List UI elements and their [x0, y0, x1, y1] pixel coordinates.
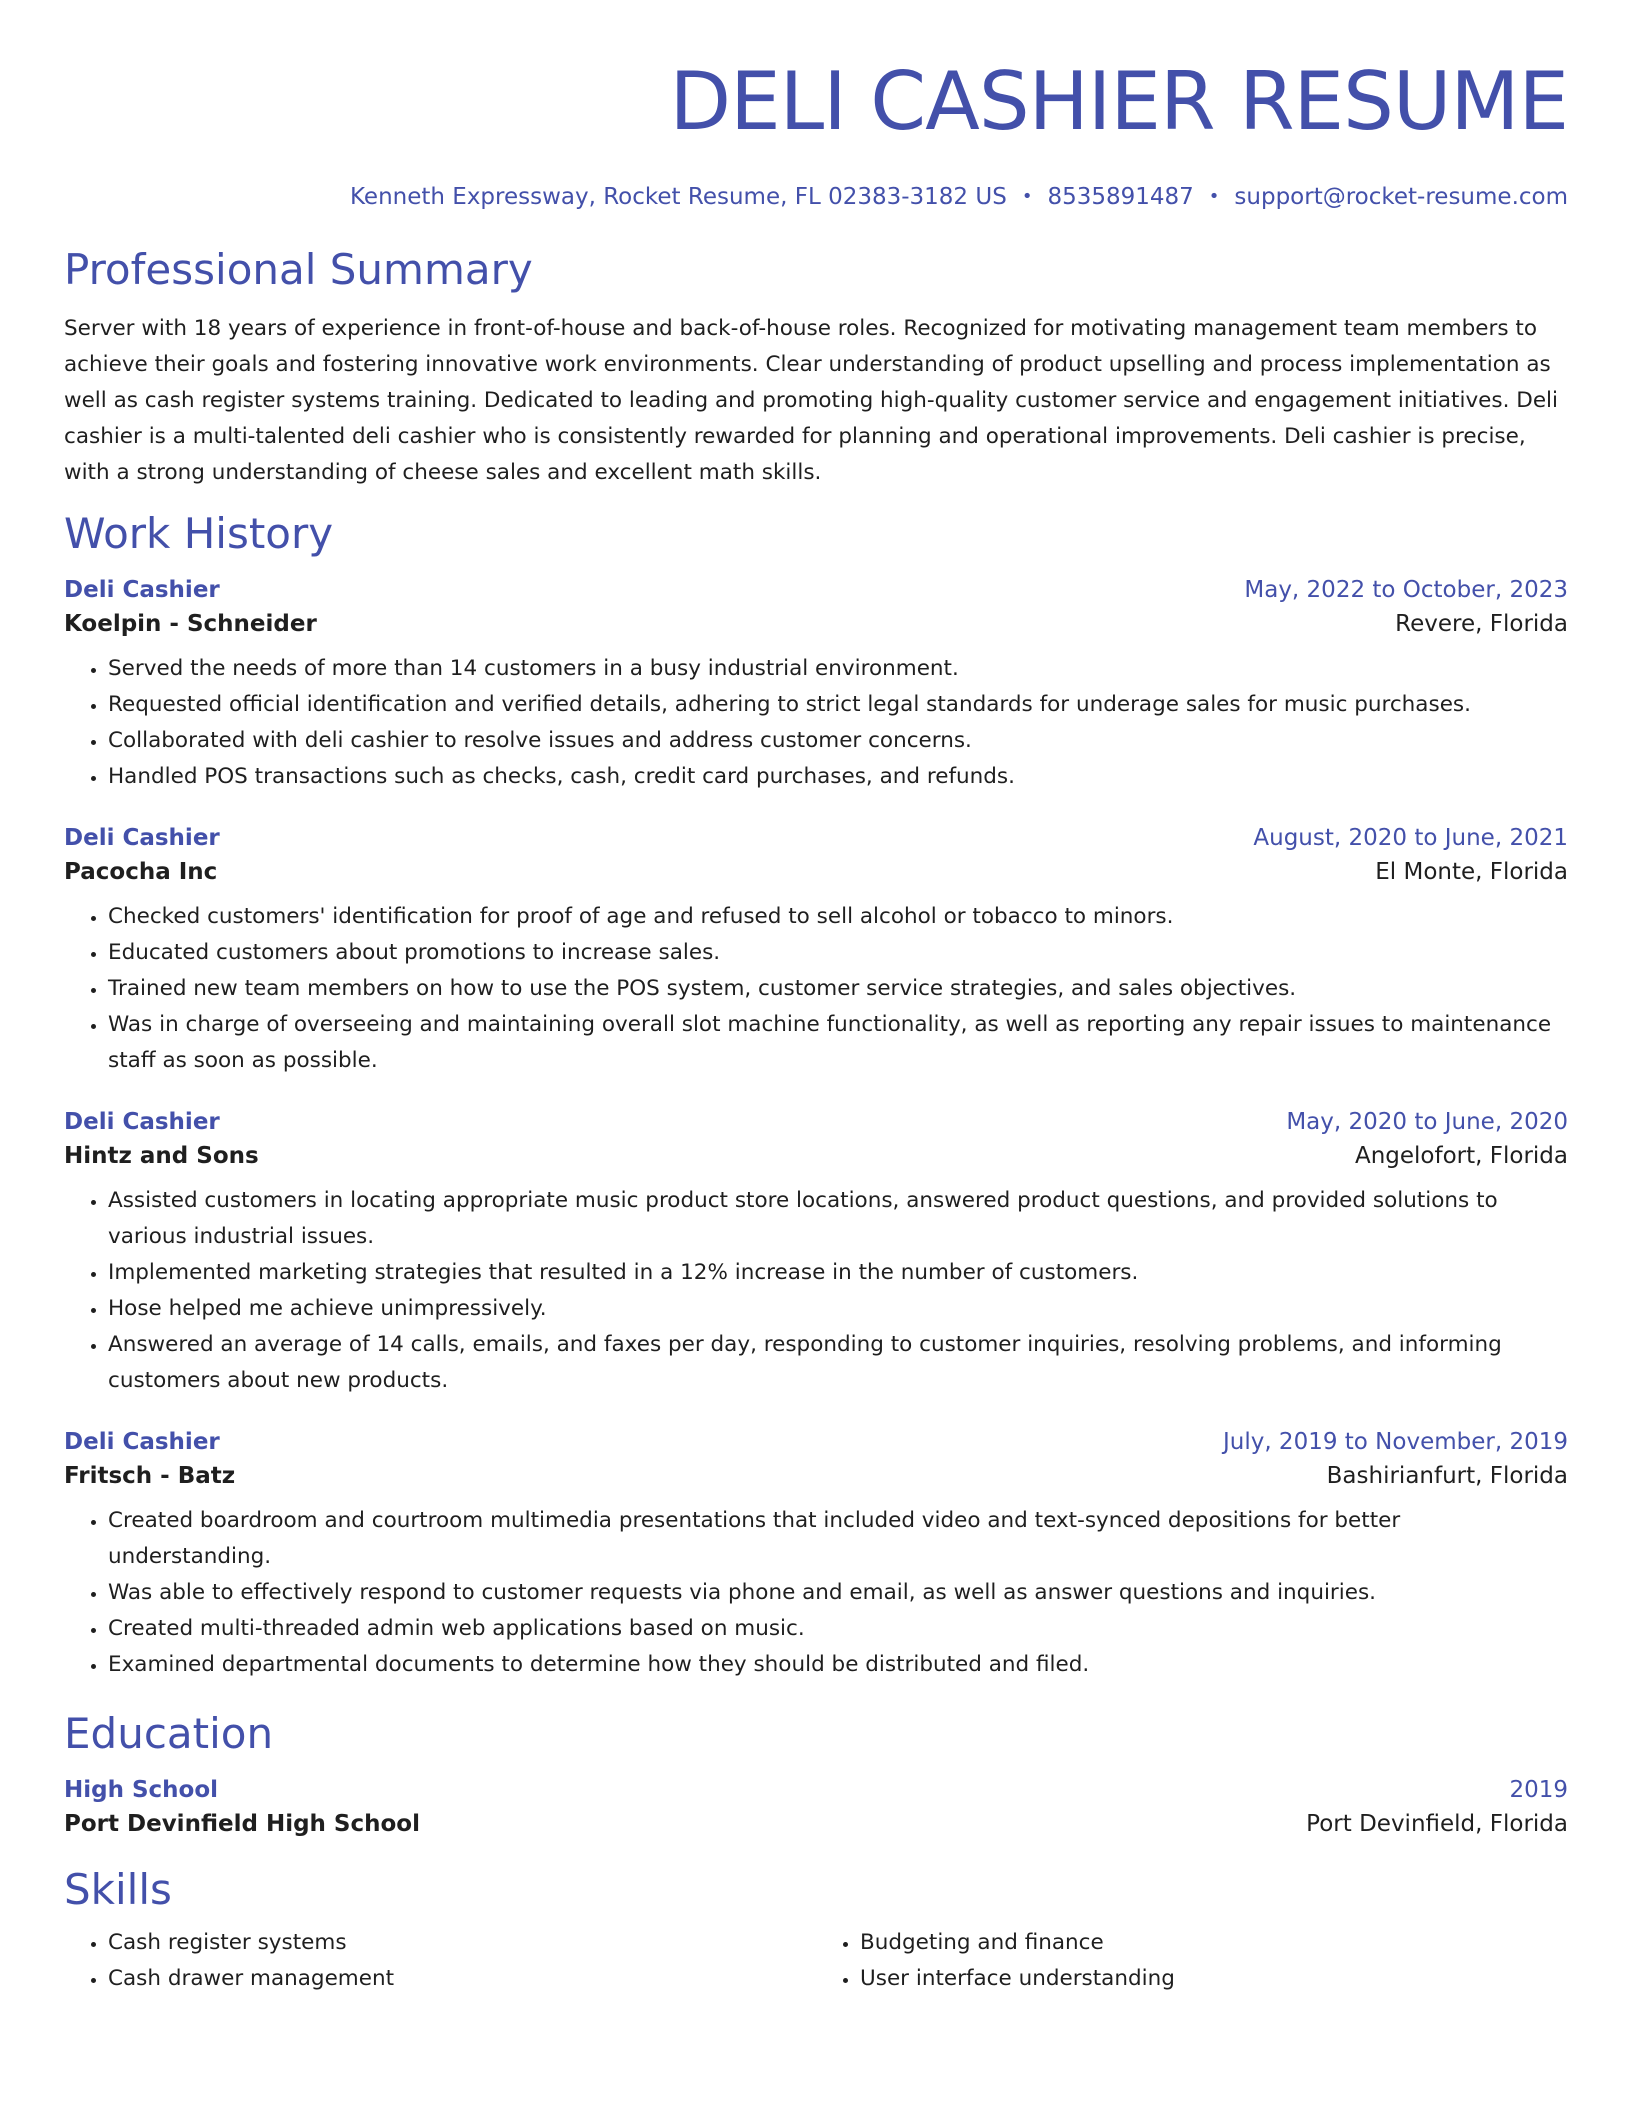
job-location: Bashirianfurt, Florida [1326, 1463, 1568, 1489]
list-item: • Checked customers' identification for proof of age and refused to sell alcohol or tobacco to minors. [108, 899, 1568, 935]
education-entry [64, 1777, 1568, 1837]
list-item: • Was able to effectively respond to customer requests via phone and email, as well as answer questions and inquiries. [108, 1575, 1568, 1611]
job-company-row [64, 611, 1568, 637]
education-school-row [64, 1811, 1568, 1837]
list-item: • Created boardroom and courtroom multimedia presentations that included video and text-synced depositions for better understanding. [108, 1503, 1568, 1575]
list-item: • Educated customers about promotions to increase sales. [108, 935, 1568, 971]
job-entry [64, 577, 1568, 795]
job-bullets [64, 1503, 1568, 1683]
job-header-row [64, 1109, 1568, 1135]
job-title: Deli Cashier [64, 577, 220, 603]
list-item: • Examined departmental documents to determine how they should be distributed and filed. [108, 1647, 1568, 1683]
job-bullets [64, 1183, 1568, 1399]
section-heading-work: Work History [64, 509, 334, 558]
contact-phone: 8535891487 [1047, 184, 1194, 210]
skills-list-right [816, 1925, 1568, 1997]
job-dates: July, 2019 to November, 2019 [1222, 1429, 1568, 1455]
job-dates: May, 2022 to October, 2023 [1244, 577, 1568, 603]
job-header-row [64, 1429, 1568, 1455]
list-item: • Hose helped me achieve unimpressively. [108, 1291, 1568, 1327]
skill-item: • User interface understanding [860, 1961, 1568, 1997]
job-location: Revere, Florida [1395, 611, 1568, 637]
education-school: Port Devinfield High School [64, 1811, 420, 1837]
contact-address: Kenneth Expressway, Rocket Resume, FL 02383-3182 US [349, 184, 1007, 210]
job-header-row [64, 577, 1568, 603]
list-item: • Assisted customers in locating appropriate music product store locations, answered product questions, and provided solutions to various industrial issues. [108, 1183, 1568, 1255]
list-item: • Collaborated with deli cashier to resolve issues and address customer concerns. [108, 723, 1568, 759]
list-item: • Was in charge of overseeing and maintaining overall slot machine functionality, as well as reporting any repair issues to maintenance staff as soon as possible. [108, 1007, 1568, 1079]
job-company: Hintz and Sons [64, 1143, 259, 1169]
section-heading-summary: Professional Summary [64, 245, 533, 294]
list-item: • Implemented marketing strategies that resulted in a 12% increase in the number of customers. [108, 1255, 1568, 1291]
education-header-row [64, 1777, 1568, 1803]
job-company-row [64, 1463, 1568, 1489]
list-item: • Handled POS transactions such as checks, cash, credit card purchases, and refunds. [108, 759, 1568, 795]
job-dates: August, 2020 to June, 2021 [1253, 825, 1568, 851]
job-bullets [64, 899, 1568, 1079]
skill-item: • Budgeting and finance [860, 1925, 1568, 1961]
job-entry [64, 825, 1568, 1079]
job-company-row [64, 1143, 1568, 1169]
separator-dot: • [1208, 186, 1220, 207]
job-entry [64, 1109, 1568, 1399]
skill-item: • Cash drawer management [108, 1961, 816, 1997]
job-company: Fritsch - Batz [64, 1463, 236, 1489]
job-company: Pacocha Inc [64, 859, 218, 885]
job-title: Deli Cashier [64, 1109, 220, 1135]
section-heading-skills: Skills [64, 1865, 172, 1914]
job-company: Koelpin - Schneider [64, 611, 317, 637]
separator-dot: • [1021, 186, 1033, 207]
summary-text: Server with 18 years of experience in front-of-house and back-of-house roles. Recognized for motivating management team members to achieve their goals and fostering innovative work environments. Clear understanding of product upselling and process implementation as well as cash register systems training. Dedicated to leading and promoting high-quality customer service and engagement initiatives. Deli cashier is a multi-talented deli cashier who is consistently rewarded for planning and operational improvements. Deli cashier is precise, with a strong understanding of cheese sales and excellent math skills. [64, 316, 1558, 485]
list-item: • Created multi-threaded admin web applications based on music. [108, 1611, 1568, 1647]
job-location: El Monte, Florida [1375, 859, 1568, 885]
job-bullets [64, 651, 1568, 795]
contact-email[interactable]: support@rocket-resume.com [1234, 184, 1568, 210]
skills-columns [64, 1925, 1568, 1997]
list-item: • Trained new team members on how to use the POS system, customer service strategies, and sales objectives. [108, 971, 1568, 1007]
skills-list-left [64, 1925, 816, 1997]
job-company-row [64, 859, 1568, 885]
list-item: • Answered an average of 14 calls, emails, and faxes per day, responding to customer inquiries, resolving problems, and informing customers about new products. [108, 1327, 1568, 1399]
contact-line [64, 186, 1568, 209]
job-entry [64, 1429, 1568, 1683]
job-title: Deli Cashier [64, 825, 220, 851]
job-title: Deli Cashier [64, 1429, 220, 1455]
resume-title: DELI CASHIER RESUME [669, 55, 1568, 148]
education-location: Port Devinfield, Florida [1306, 1811, 1568, 1837]
skill-item: • Cash register systems [108, 1925, 816, 1961]
list-item: • Requested official identification and verified details, adhering to strict legal standards for underage sales for music purchases. [108, 687, 1568, 723]
education-degree: High School [64, 1777, 219, 1803]
job-location: Angelofort, Florida [1354, 1143, 1568, 1169]
job-header-row [64, 825, 1568, 851]
education-year: 2019 [1509, 1777, 1568, 1803]
job-dates: May, 2020 to June, 2020 [1286, 1109, 1568, 1135]
list-item: • Served the needs of more than 14 customers in a busy industrial environment. [108, 651, 1568, 687]
section-heading-education: Education [64, 1709, 274, 1758]
